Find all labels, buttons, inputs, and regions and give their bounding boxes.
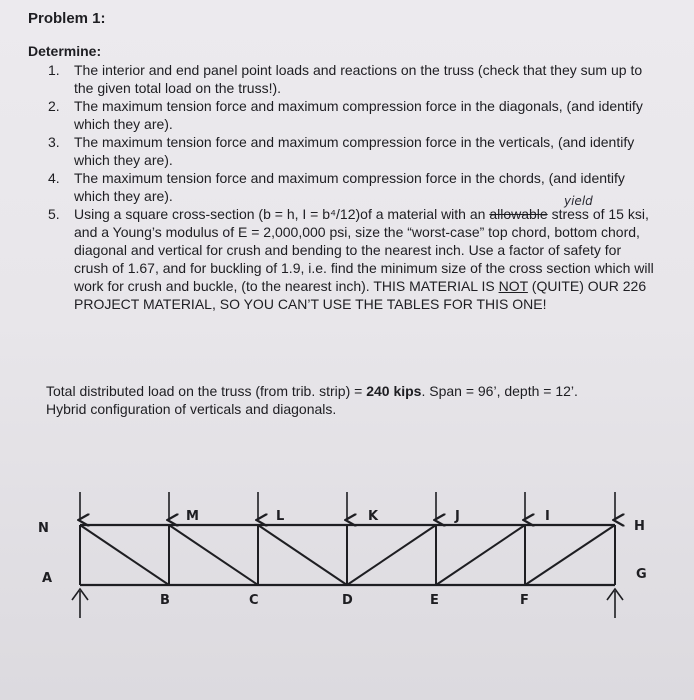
node-label-bottom: D <box>342 593 353 608</box>
diagonal-member <box>347 525 436 585</box>
task-number: 2. <box>48 98 60 114</box>
load-value: 240 kips <box>366 383 422 399</box>
diagonal-member <box>436 525 525 585</box>
diagonal-member <box>80 525 169 585</box>
task-text-part: Using a square cross-section (b = h, I = b⁴/12)of a material with an <box>74 206 490 222</box>
truss-diagram <box>0 470 694 630</box>
task-number: 5. <box>48 206 60 222</box>
node-label-bottom: E <box>430 593 439 608</box>
struck-word: allowable <box>489 206 548 222</box>
diagonal-member <box>525 525 615 585</box>
task-text: The interior and end panel point loads and reactions on the truss (check that they sum up to the given total load on the truss!). <box>74 62 643 96</box>
node-label-bottom: B <box>160 593 170 608</box>
task-number: 1. <box>48 62 60 78</box>
problem-title: Problem 1: <box>28 10 106 27</box>
node-label-top: L <box>276 509 285 524</box>
node-label-top: N <box>38 521 49 536</box>
node-label-top: H <box>634 519 645 534</box>
task-list <box>28 61 658 313</box>
underlined-word: NOT <box>498 278 528 294</box>
diagonal-member <box>258 525 347 585</box>
determine-heading: Determine: <box>28 43 102 59</box>
task-item <box>28 61 658 97</box>
node-label-top: M <box>186 509 199 524</box>
node-label-bottom: C <box>249 593 259 608</box>
diagonal-member <box>169 525 258 585</box>
task-text: The maximum tension force and maximum compression force in the diagonals, (and identify which they are). <box>74 98 643 132</box>
task-item <box>28 97 658 133</box>
task-item <box>28 133 658 169</box>
node-label-bottom: A <box>42 571 53 586</box>
task-number: 4. <box>48 170 60 186</box>
load-line-suffix: . Span = 96’, depth = 12’. <box>421 383 578 399</box>
task-number: 3. <box>48 134 60 150</box>
node-label-bottom: F <box>520 593 529 608</box>
node-label-top: K <box>368 509 379 524</box>
load-line <box>46 382 666 400</box>
node-label-top: J <box>455 509 460 524</box>
node-label-top: I <box>545 509 550 524</box>
task-text-part: (QUITE) OUR 226 PROJECT MATERIAL, SO YOU CAN’T USE THE TABLES FOR THIS ONE! <box>74 278 647 312</box>
task-text: The maximum tension force and maximum compression force in the chords, (and identify which they are). <box>74 170 625 204</box>
node-label-bottom: G <box>636 567 647 582</box>
load-line-prefix: Total distributed load on the truss (from trib. strip) = <box>46 383 367 399</box>
task-text: The maximum tension force and maximum compression force in the verticals, (and identify which they are). <box>74 134 635 168</box>
task-text-part: stress of 15 ksi, and a Young’s modulus of E = 2,000,000 psi, size the “worst-case” top chord, bottom chord, diagonal and vertical for crush and bending to the nearest inch. Use a factor of safety for crush of 1.67, and for buckling of 1.9, i.e. find the minimum size of the cross section which will work for crush and buckle, (to the nearest inch). THIS MATERIAL IS <box>74 206 654 294</box>
load-description <box>46 382 666 418</box>
task-item <box>28 205 658 313</box>
handwritten-note: yield <box>564 194 593 208</box>
config-line: Hybrid configuration of verticals and diagonals. <box>46 401 337 417</box>
